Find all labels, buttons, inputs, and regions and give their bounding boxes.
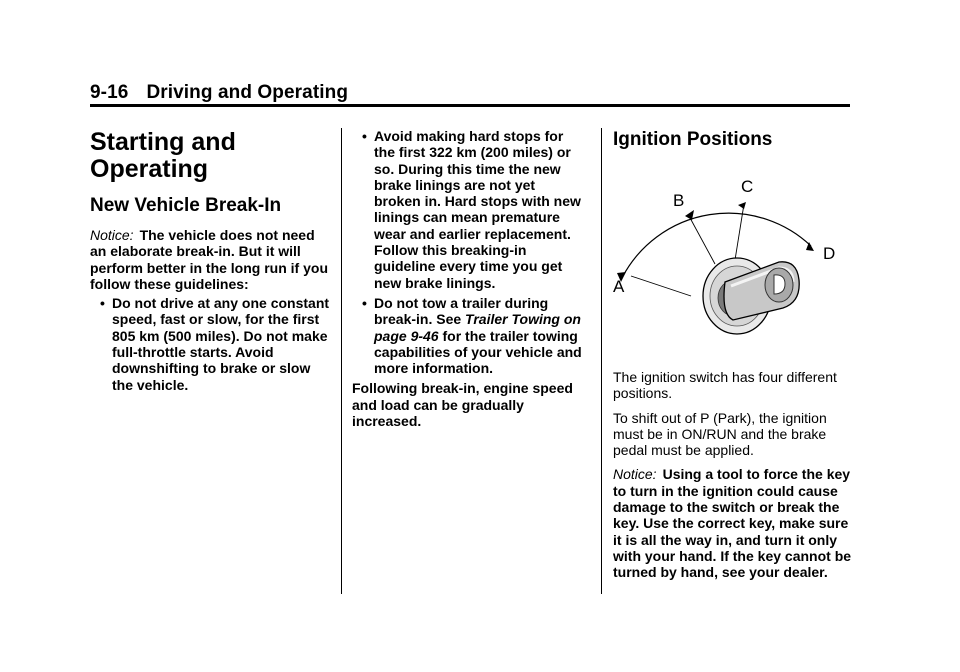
column-2: [352, 128, 584, 437]
column-1: [90, 128, 330, 397]
guideline-list: [90, 295, 330, 393]
radial-line-b: [689, 216, 715, 264]
column-divider-1: [341, 128, 342, 594]
page-number: 9-16: [90, 82, 129, 103]
notice-label: Notice:: [613, 466, 657, 483]
header-rule: [90, 104, 850, 107]
section-title: Driving and Operating: [146, 82, 349, 103]
closing-paragraph: Following break-in, engine speed and load can be gradually increased.: [352, 380, 573, 430]
position-label-c: C: [741, 177, 754, 196]
notice-text: The vehicle does not need an elaborate break-in. But it will perform better in the long run if you follow these guidelines:: [90, 227, 328, 292]
column-3: [613, 128, 858, 151]
trailer-towing-link[interactable]: Trailer Towing on page 9-46: [374, 311, 581, 344]
notice-text: Using a tool to force the key to turn in the ignition could cause damage to the switch or break the key. Use the correct key, make sure it is all the way in, and turn it only with your hand. If the key cannot be turned by hand, see your dealer.: [613, 466, 852, 581]
notice-label: Notice:: [90, 227, 134, 243]
column-3-body: [613, 369, 858, 589]
ignition-switch-diagram: [613, 164, 853, 364]
list-item: • Do not tow a trailer during break-in. See Trailer Towing on page 9-46 for the trailer towing capabilities of your vehicle and more information.: [362, 294, 582, 377]
notice-paragraph: [90, 227, 330, 292]
bullet-icon: •: [362, 294, 367, 311]
position-label-b: B: [673, 191, 685, 210]
ignition-paragraph-2: To shift out of P (Park), the ignition must be in ON/RUN and the brake pedal must be applied.: [613, 409, 827, 459]
list-item: • Avoid making hard stops for the first 322 km (200 miles) or so. During this time the new brake linings are not yet broken in. Hard stops with new linings can mean premature wear and earlier replacement. Follow this breaking-in guideline every time you get new brake linings.: [362, 128, 581, 291]
bullet-icon: •: [362, 128, 367, 144]
notice-paragraph: [613, 466, 858, 580]
position-label-d: D: [823, 244, 836, 263]
ignition-paragraph-1: The ignition switch has four different positions.: [613, 369, 837, 402]
page-header: [90, 82, 348, 104]
radial-line-a: [631, 276, 691, 296]
section-heading: Ignition Positions: [613, 129, 773, 150]
column-divider-2: [601, 128, 602, 594]
list-item: • Do not drive at any one constant speed, fast or slow, for the first 805 km (500 miles). Do not make full-throttle starts. Avoid downshifting to brake or slow the vehicle.: [100, 295, 330, 393]
position-label-a: A: [613, 277, 625, 296]
arrow-c-icon: [738, 202, 746, 209]
arrow-d-icon: [806, 242, 814, 251]
radial-line-c: [735, 204, 744, 260]
bullet-icon: •: [100, 295, 105, 312]
guideline-list-continued: [352, 128, 584, 376]
page-title: Starting and Operating: [90, 128, 236, 183]
section-heading: New Vehicle Break-In: [90, 195, 282, 216]
